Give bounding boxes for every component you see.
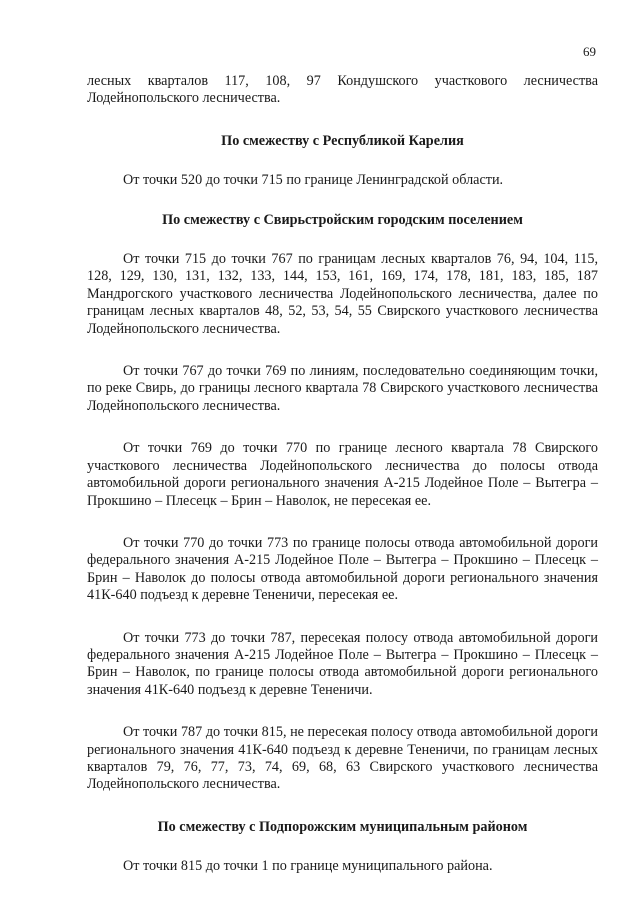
heading-podporozhye: По смежеству с Подпорожским муниципальным районом	[157, 818, 528, 835]
page-number: 69	[583, 44, 596, 59]
paragraph-svirstroy-3: От точки 769 до точки 770 по границе лесного квартала 78 Свирского участкового лесничества Лодейнопольского лесничества до полосы отвода автомобильной дороги регионального значения А-215 Лодейное Поле – Вытегра – Прокшино – Плесецк – Брин – Наволок, не пересекая ее.	[87, 440, 598, 509]
heading-svirstroy: По смежеству с Свирьстройским городским поселением	[162, 211, 523, 228]
paragraph-svirstroy-5: От точки 773 до точки 787, пересекая полосу отвода автомобильной дороги федерального значения А-215 Лодейное Поле – Вытегра – Прокшино – Плесецк – Брин – Наволок, по границе полосы отвода автомобильной дороги регионального значения 41К-640 подъезд к деревне Тененичи.	[87, 629, 598, 698]
paragraph-intro: лесных кварталов 117, 108, 97 Кондушского участкового лесничества Лодейнопольского лесничества.	[87, 73, 598, 107]
paragraph-karelia: От точки 520 до точки 715 по границе Ленинградской области.	[123, 172, 504, 189]
document-body	[87, 73, 598, 876]
heading-karelia: По смежеству с Республикой Карелия	[221, 132, 464, 149]
paragraph-svirstroy-6: От точки 787 до точки 815, не пересекая полосу отвода автомобильной дороги регионального значения 41К-640 подъезд к деревне Тененичи, по границам лесных кварталов 79, 76, 77, 73, 74, 69, 68, 63 Свирского участкового лесничества Лодейнопольского лесничества.	[87, 724, 598, 793]
paragraph-svirstroy-4: От точки 770 до точки 773 по границе полосы отвода автомобильной дороги федерального значения А-215 Лодейное Поле – Вытегра – Прокшино – Плесецк – Брин – Наволок до полосы отвода автомобильной дороги регионального значения 41К-640 подъезд к деревне Тененичи, пересекая ее.	[87, 534, 598, 604]
paragraph-svirstroy-2: От точки 767 до точки 769 по линиям, последовательно соединяющим точки, по реке Свирь, до границы лесного квартала 78 Свирского участкового лесничества Лодейнопольского лесничества.	[87, 363, 598, 414]
paragraph-podporozhye: От точки 815 до точки 1 по границе муниципального района.	[123, 858, 493, 875]
paragraph-svirstroy-1: От точки 715 до точки 767 по границам лесных кварталов 76, 94, 104, 115, 128, 129, 130, 131, 132, 133, 144, 153, 161, 169, 174, 178, 181, 183, 185, 187 Мандрогского участкового лесничества Лодейнопольского лесничества, далее по границам лесных кварталов 48, 52, 53, 54, 55 Свирского участкового лесничества Лодейнопольского лесничества.	[87, 251, 598, 337]
